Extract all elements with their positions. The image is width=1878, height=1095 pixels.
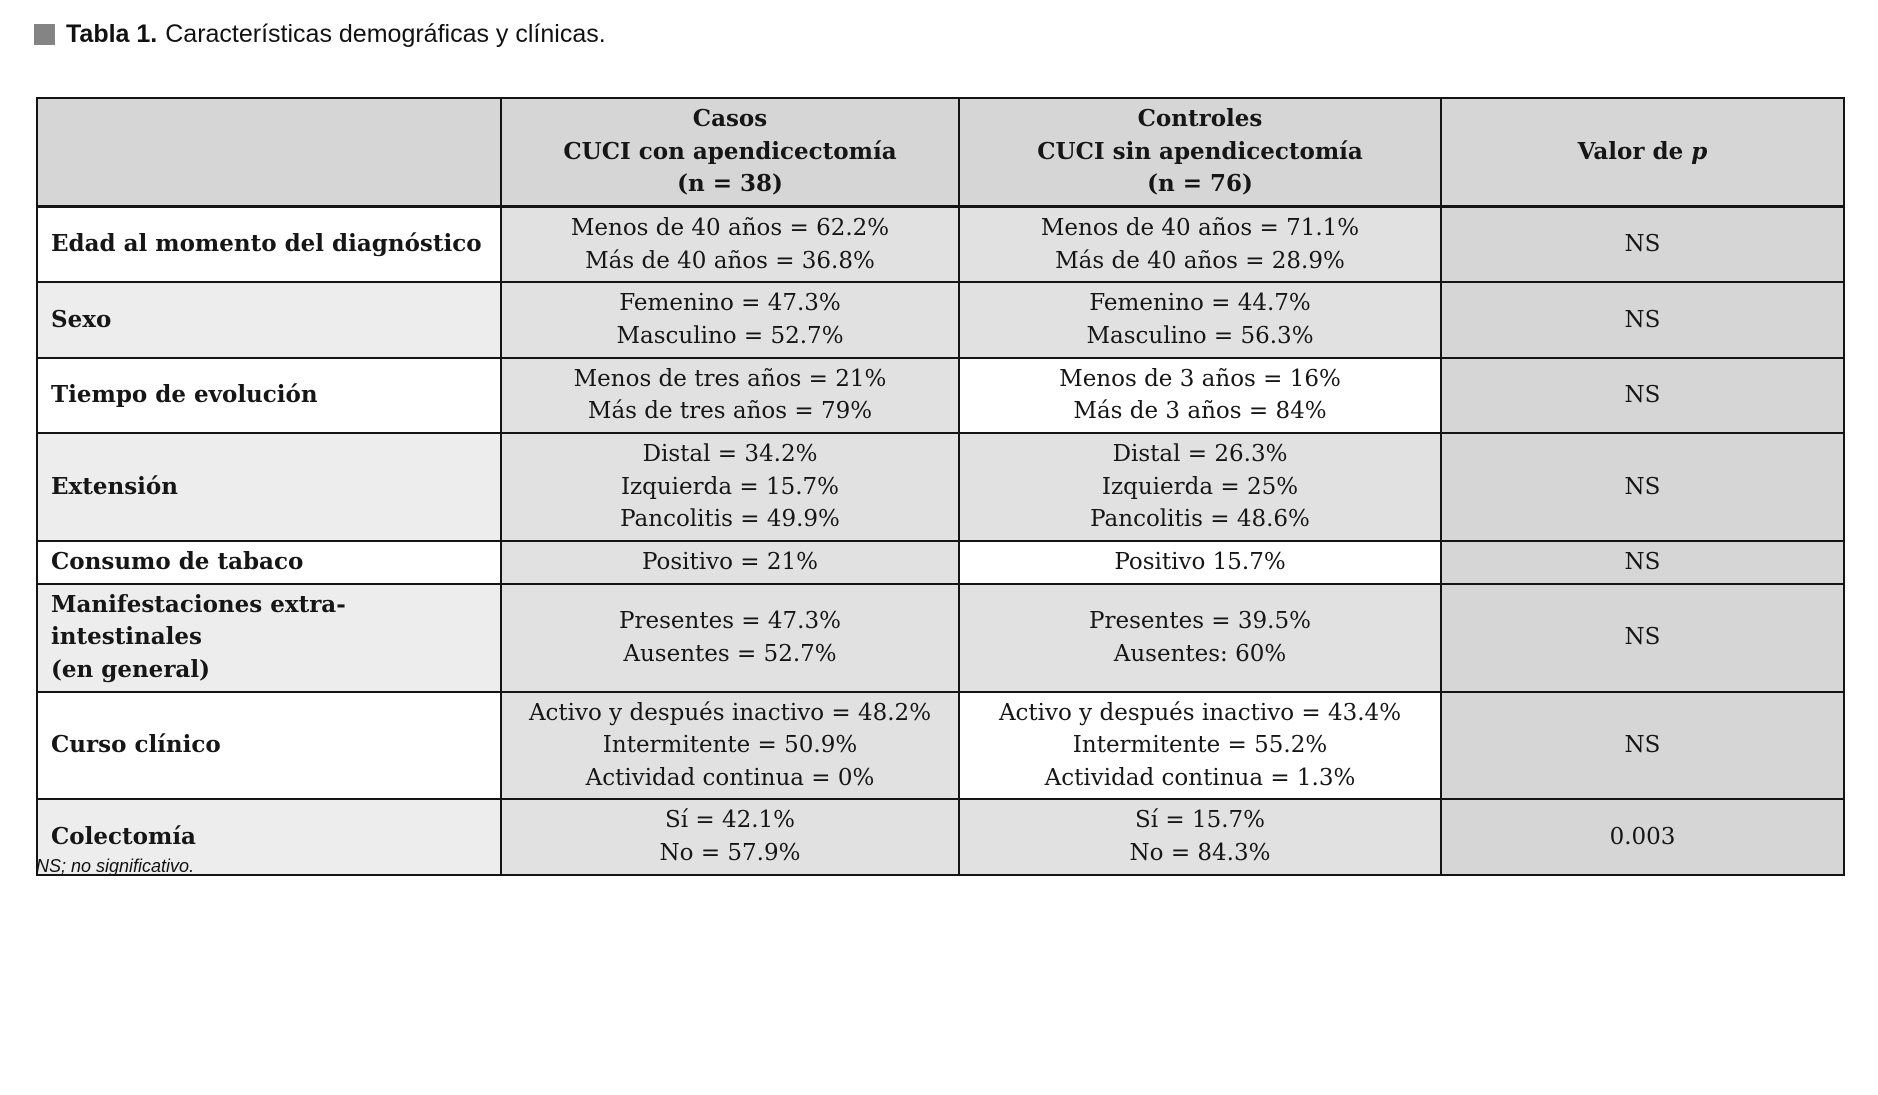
- cell-controles: Activo y después inactivo = 43.4% Intermitente = 55.2% Actividad continua = 1.3%: [959, 692, 1441, 800]
- row-label: Consumo de tabaco: [37, 541, 501, 584]
- table-row: [37, 584, 1844, 692]
- cell-controles: Menos de 40 años = 71.1% Más de 40 años = 28.9%: [959, 206, 1441, 282]
- row-label: Colectomía: [37, 799, 501, 874]
- cell-p-value: NS: [1441, 206, 1844, 282]
- cell-controles: Positivo 15.7%: [959, 541, 1441, 584]
- table-row: [37, 799, 1844, 874]
- cell-casos: Distal = 34.2% Izquierda = 15.7% Pancolitis = 49.9%: [501, 433, 959, 541]
- cell-casos: Presentes = 47.3% Ausentes = 52.7%: [501, 584, 959, 692]
- cell-p-value: 0.003: [1441, 799, 1844, 874]
- cell-controles: Presentes = 39.5% Ausentes: 60%: [959, 584, 1441, 692]
- header-p-symbol: p: [1691, 137, 1708, 165]
- cell-casos: Menos de tres años = 21% Más de tres años = 79%: [501, 358, 959, 433]
- cell-p-value: NS: [1441, 541, 1844, 584]
- footnote: NS; no significativo.: [36, 856, 195, 876]
- cell-casos: Sí = 42.1% No = 57.9%: [501, 799, 959, 874]
- row-label: Extensión: [37, 433, 501, 541]
- cell-controles: Distal = 26.3% Izquierda = 25% Pancolitis = 48.6%: [959, 433, 1441, 541]
- table-row: [37, 692, 1844, 800]
- table-row: [37, 358, 1844, 433]
- cell-p-value: NS: [1441, 692, 1844, 800]
- header-casos: [501, 98, 959, 206]
- cell-casos: Menos de 40 años = 62.2% Más de 40 años = 36.8%: [501, 206, 959, 282]
- cell-controles: Sí = 15.7% No = 84.3%: [959, 799, 1441, 874]
- header-casos-line3: (n = 38): [677, 170, 783, 198]
- table-row: [37, 433, 1844, 541]
- cell-controles: Menos de 3 años = 16% Más de 3 años = 84%: [959, 358, 1441, 433]
- cell-p-value: NS: [1441, 584, 1844, 692]
- cell-controles: Femenino = 44.7% Masculino = 56.3%: [959, 282, 1441, 357]
- table-row: [37, 206, 1844, 282]
- header-controles-line2: CUCI sin apendicectomía: [1037, 137, 1363, 165]
- cell-casos: Femenino = 47.3% Masculino = 52.7%: [501, 282, 959, 357]
- cell-casos: Positivo = 21%: [501, 541, 959, 584]
- header-controles-line3: (n = 76): [1147, 170, 1253, 198]
- cell-p-value: NS: [1441, 358, 1844, 433]
- row-label: Manifestaciones extra-intestinales (en general): [37, 584, 501, 692]
- header-row: [37, 98, 1844, 206]
- row-label: Edad al momento del diagnóstico: [37, 206, 501, 282]
- header-p-prefix: Valor de: [1577, 137, 1692, 165]
- row-label: Sexo: [37, 282, 501, 357]
- caption-text: Características demográficas y clínicas.: [165, 20, 606, 48]
- header-casos-line1: Casos: [692, 105, 768, 132]
- table-body: [37, 206, 1844, 874]
- caption-bullet-icon: [34, 24, 55, 45]
- table-caption: [34, 20, 606, 49]
- header-empty-cell: [37, 98, 501, 206]
- header-controles: [959, 98, 1441, 206]
- header-controles-line1: Controles: [1137, 105, 1263, 132]
- row-label: Tiempo de evolución: [37, 358, 501, 433]
- row-label: Curso clínico: [37, 692, 501, 800]
- cell-p-value: NS: [1441, 282, 1844, 357]
- demographics-table: [36, 97, 1845, 876]
- header-casos-line2: CUCI con apendicectomía: [563, 137, 897, 165]
- table-row: [37, 541, 1844, 584]
- cell-casos: Activo y después inactivo = 48.2% Intermitente = 50.9% Actividad continua = 0%: [501, 692, 959, 800]
- caption-label: Tabla 1.: [66, 20, 158, 48]
- header-p-value: [1441, 98, 1844, 206]
- table-row: [37, 282, 1844, 357]
- cell-p-value: NS: [1441, 433, 1844, 541]
